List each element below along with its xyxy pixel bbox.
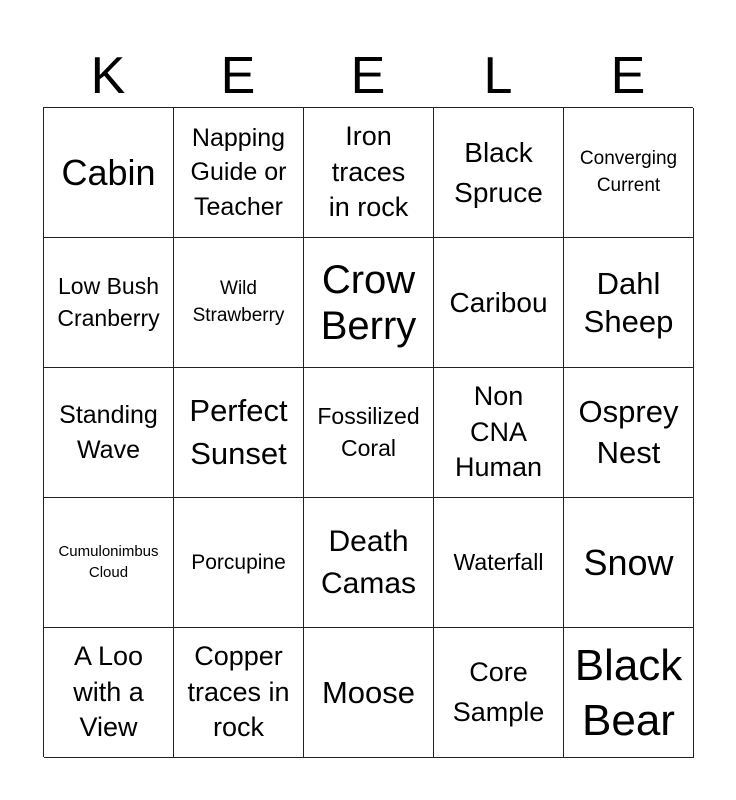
header-letter-2: E xyxy=(220,47,256,105)
bingo-cell[interactable] xyxy=(304,238,434,368)
bingo-board xyxy=(43,107,693,757)
bingo-cell[interactable] xyxy=(434,368,564,498)
bingo-cell[interactable] xyxy=(44,238,174,368)
cell-label: Waterfall xyxy=(453,548,544,575)
bingo-cell[interactable] xyxy=(174,108,304,238)
cell-label: Dahl Sheep xyxy=(583,266,674,339)
cell-label: Fossilized Coral xyxy=(317,403,420,461)
cell-label: Snow xyxy=(583,541,674,583)
bingo-cell[interactable] xyxy=(434,628,564,758)
cell-label: Iron traces in rock xyxy=(328,121,409,223)
bingo-cell[interactable] xyxy=(304,108,434,238)
header-letter-1: K xyxy=(90,47,126,105)
cell-label: Standing Wave xyxy=(59,401,158,464)
bingo-cell[interactable] xyxy=(434,498,564,628)
cell-label: A Loo with a View xyxy=(73,641,144,743)
cell-label: Low Bush Cranberry xyxy=(57,273,160,331)
bingo-cell[interactable] xyxy=(304,368,434,498)
bingo-cell[interactable] xyxy=(174,498,304,628)
cell-label: Cumulonimbus Cloud xyxy=(58,543,159,581)
cell-label: Crow Berry xyxy=(320,257,417,348)
cell-label: Converging Current xyxy=(579,148,678,196)
cell-label: Core Sample xyxy=(452,657,545,727)
cell-label: Death Camas xyxy=(320,524,417,600)
bingo-cell[interactable] xyxy=(564,238,694,368)
bingo-cell[interactable] xyxy=(174,368,304,498)
bingo-cell[interactable] xyxy=(44,368,174,498)
bingo-cell[interactable] xyxy=(564,108,694,238)
bingo-cell[interactable] xyxy=(564,498,694,628)
bingo-cell[interactable] xyxy=(434,238,564,368)
bingo-cell[interactable] xyxy=(304,498,434,628)
bingo-cell[interactable] xyxy=(564,628,694,758)
cell-label: Black Bear xyxy=(574,640,683,745)
cell-label: Osprey Nest xyxy=(578,394,679,470)
bingo-cell[interactable] xyxy=(564,368,694,498)
cell-label: Napping Guide or Teacher xyxy=(190,123,287,221)
cell-label: Moose xyxy=(321,674,416,710)
bingo-cell[interactable] xyxy=(174,238,304,368)
bingo-cell[interactable] xyxy=(44,498,174,628)
bingo-cell[interactable] xyxy=(44,628,174,758)
bingo-cell[interactable] xyxy=(304,628,434,758)
cell-label: Porcupine xyxy=(191,550,286,574)
cell-label: Perfect Sunset xyxy=(189,392,288,471)
bingo-header xyxy=(43,46,693,106)
header-letter-3: E xyxy=(350,47,386,105)
cell-label: Copper traces in rock xyxy=(187,641,290,743)
cell-label: Cabin xyxy=(61,151,156,193)
bingo-cell[interactable] xyxy=(174,628,304,758)
bingo-cell[interactable] xyxy=(434,108,564,238)
header-letter-5: E xyxy=(610,47,646,105)
cell-label: Black Spruce xyxy=(454,137,543,208)
header-letter-4: L xyxy=(483,47,513,105)
cell-label: Wild Strawberry xyxy=(192,278,285,326)
bingo-cell[interactable] xyxy=(44,108,174,238)
cell-label: Caribou xyxy=(449,286,548,318)
cell-label: Non CNA Human xyxy=(454,381,543,483)
